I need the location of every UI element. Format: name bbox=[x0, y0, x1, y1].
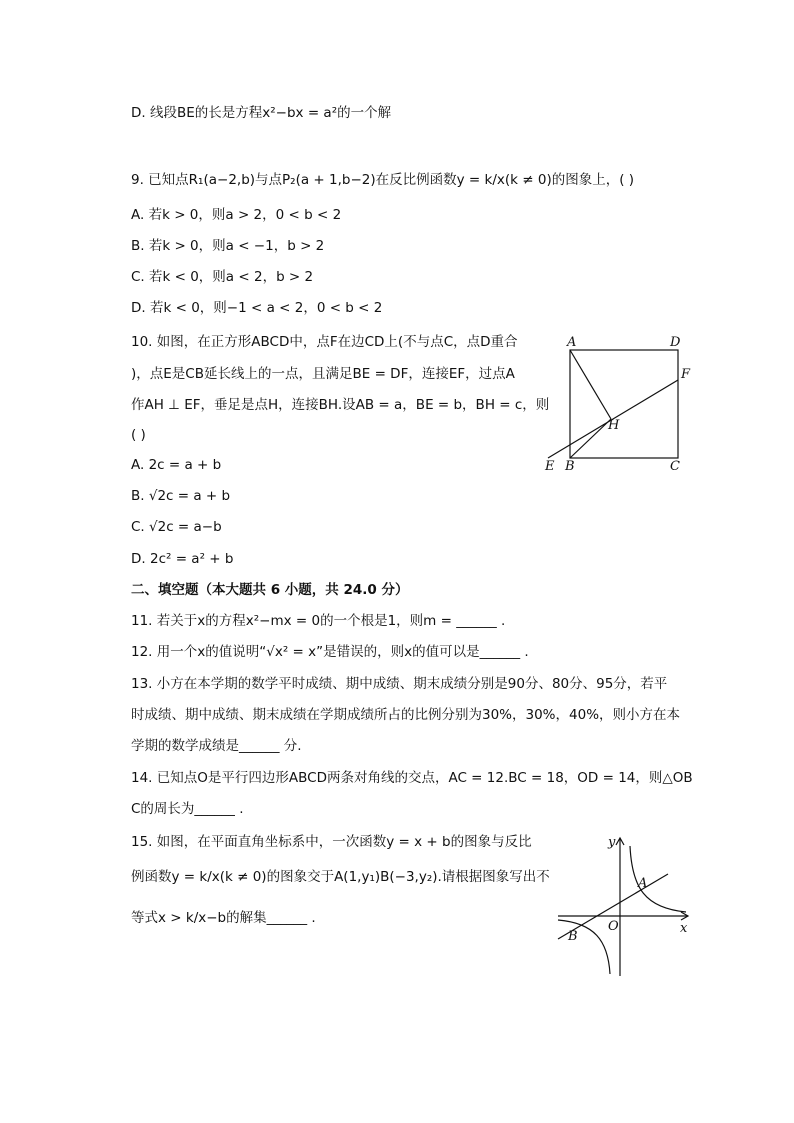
q15-line-1: 15. 如图，在平面直角坐标系中，一次函数y = x + b的图象与反比 bbox=[131, 834, 532, 850]
q12-text: 12. 用一个x的值说明“√x² = x”是错误的，则x的值可以是______ . bbox=[131, 644, 529, 660]
q10-stem-line-2: )，点E是CB延长线上的一点，且满足BE = DF，连接EF，过点A bbox=[131, 366, 515, 382]
q10-option-d: D. 2c² = a² + b bbox=[131, 551, 234, 567]
section-2-title: 二、填空题（本大题共 6 小题，共 24.0 分） bbox=[131, 582, 409, 598]
label-x: x bbox=[680, 921, 688, 936]
label-c: C bbox=[670, 459, 680, 474]
q10-square-figure bbox=[540, 330, 700, 480]
q9-option-b: B. 若k > 0，则a < −1，b > 2 bbox=[131, 238, 325, 254]
q10-stem-line-4: ( ) bbox=[131, 427, 146, 443]
q13-line-1: 13. 小方在本学期的数学平时成绩、期中成绩、期末成绩分别是90分、80分、95分，若平 bbox=[131, 676, 668, 692]
q9-option-c: C. 若k < 0，则a < 2，b > 2 bbox=[131, 269, 314, 285]
label-a: A bbox=[638, 876, 648, 891]
q15-line-2: 例函数y = k/x(k ≠ 0)的图象交于A(1,y₁)B(−3,y₂).请根据图象写出不 bbox=[131, 869, 550, 885]
q11-text: 11. 若关于x的方程x²−mx = 0的一个根是1，则m = ______ . bbox=[131, 613, 506, 629]
label-e: E bbox=[545, 459, 555, 474]
q13-line-2: 时成绩、期中成绩、期末成绩在学期成绩所占的比例分别为30%，30%，40%，则小方在本 bbox=[131, 707, 681, 723]
segment-ah bbox=[570, 350, 611, 419]
label-a: A bbox=[567, 335, 577, 350]
label-d: D bbox=[670, 335, 681, 350]
q15-coordinate-figure bbox=[550, 828, 700, 980]
label-h: H bbox=[608, 418, 620, 433]
label-b: B bbox=[565, 459, 575, 474]
segment-bh bbox=[570, 419, 611, 458]
q9-option-a: A. 若k > 0，则a > 2，0 < b < 2 bbox=[131, 207, 342, 223]
q14-line-2: C的周长为______ . bbox=[131, 801, 244, 817]
q10-option-c: C. √2c = a−b bbox=[131, 519, 222, 535]
q14-line-1: 14. 已知点O是平行四边形ABCD两条对角线的交点，AC = 12.BC = 18，OD = 14，则△OB bbox=[131, 770, 693, 786]
q10-option-b: B. √2c = a + b bbox=[131, 488, 231, 504]
q9-stem: 9. 已知点R₁(a−2,b)与点P₂(a + 1,b−2)在反比例函数y = k/x(k ≠ 0)的图象上，( ) bbox=[131, 172, 635, 188]
label-b: B bbox=[568, 929, 578, 944]
q10-option-a: A. 2c = a + b bbox=[131, 457, 222, 473]
q15-line-3: 等式x > k/x−b的解集______ . bbox=[131, 910, 316, 926]
label-f: F bbox=[681, 367, 691, 382]
q13-line-3: 学期的数学成绩是______ 分. bbox=[131, 738, 302, 754]
q8-option-d: D. 线段BE的长是方程x²−bx = a²的一个解 bbox=[131, 105, 392, 121]
label-y: y bbox=[608, 835, 616, 850]
hyperbola-branch-2 bbox=[558, 920, 610, 974]
q10-stem-line-1: 10. 如图，在正方形ABCD中，点F在边CD上(不与点C，点D重合 bbox=[131, 334, 518, 350]
q9-option-d: D. 若k < 0，则−1 < a < 2，0 < b < 2 bbox=[131, 300, 383, 316]
q10-stem-line-3: 作AH ⊥ EF，垂足是点H，连接BH.设AB = a，BE = b，BH = c，则 bbox=[131, 397, 550, 413]
label-o: O bbox=[608, 919, 619, 934]
